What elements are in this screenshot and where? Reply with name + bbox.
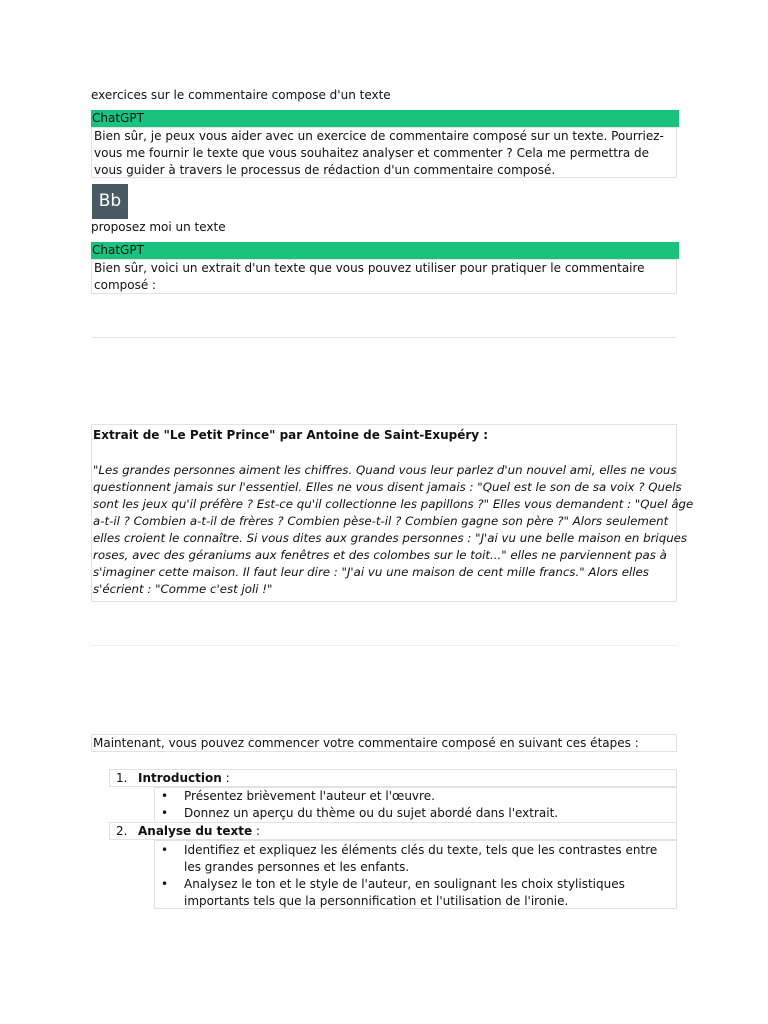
bullet-text: Identifiez et expliquez les éléments clés du texte, tels que les contrastes entre les grandes personnes et les enfants. xyxy=(184,843,658,874)
step-suffix: : xyxy=(221,771,230,785)
list-item xyxy=(155,788,676,805)
bullet-text: Analysez le ton et le style de l'auteur, en soulignant les choix stylistiques importants tels que la personnification et l'utilisation de l'ironie. xyxy=(184,877,625,908)
step-2-bullets xyxy=(154,840,677,909)
extract-block xyxy=(91,424,694,602)
step-1 xyxy=(109,769,677,787)
extract-line: roses, avec des géraniums aux fenêtres et des colombes sur le toit..." elles ne parviennent pas à xyxy=(93,548,667,562)
bullet-icon: • xyxy=(161,789,169,803)
user-message-1: exercices sur le commentaire compose d'un texte xyxy=(91,88,391,102)
bullet-text: Présentez brièvement l'auteur et l'œuvre. xyxy=(184,789,435,803)
divider-1 xyxy=(91,337,677,338)
extract-line: a-t-il ? Combien a-t-il de frères ? Combien pèse-t-il ? Combien gagne son père ?" Alors seulement xyxy=(93,514,669,528)
bullet-icon: • xyxy=(161,806,169,820)
step-suffix: : xyxy=(252,824,260,838)
step-1-bullets xyxy=(154,787,677,823)
assistant-label-2: ChatGPT xyxy=(91,242,679,259)
divider-2 xyxy=(91,645,677,646)
step-number: 2. xyxy=(116,824,128,838)
assistant-label-1: ChatGPT xyxy=(91,110,679,127)
extract-line: elles croient le connaître. Si vous dites aux grandes personnes : "J'ai vu une belle maison en briques xyxy=(93,531,688,545)
step-title-line xyxy=(138,770,230,787)
assistant-message-1: Bien sûr, je peux vous aider avec un exercice de commentaire composé sur un texte. Pourriez-vous me fournir le texte que vous souhaitez analyser et commenter ? Cela me permettra de vous guider à travers le processus de rédaction d'un commentaire composé. xyxy=(91,127,677,178)
extract-quote xyxy=(93,462,693,598)
extract-line: sont les jeux qu'il préfère ? Est-ce qu'il collectionne les papillons ?" Elles vous demandent : "Quel âge xyxy=(93,497,694,511)
bullet-icon: • xyxy=(161,877,169,891)
extract-line: s'imaginer cette maison. Il faut leur dire : "J'ai vu une maison de cent mille francs." Alors elles xyxy=(93,565,649,579)
list-item xyxy=(155,876,676,910)
user-avatar: Bb xyxy=(92,184,128,219)
step-title: Analyse du texte xyxy=(138,824,253,838)
extract-heading: Extrait de "Le Petit Prince" par Antoine de Saint-Exupéry : xyxy=(93,428,489,442)
step-number: 1. xyxy=(116,771,128,785)
step-2 xyxy=(109,822,677,840)
step-title: Introduction xyxy=(138,771,222,785)
list-item xyxy=(155,842,676,876)
bullet-text: Donnez un aperçu du thème ou du sujet abordé dans l'extrait. xyxy=(184,806,559,820)
assistant-message-2: Bien sûr, voici un extrait d'un texte que vous pouvez utiliser pour pratiquer le commentaire composé : xyxy=(91,259,677,294)
user-message-2: proposez moi un texte xyxy=(91,220,226,234)
bullet-icon: • xyxy=(161,843,169,857)
step-title-line xyxy=(138,823,260,840)
extract-line: s'écrient : "Comme c'est joli !" xyxy=(93,582,273,596)
extract-line: questionnent jamais sur l'essentiel. Elles ne vous disent jamais : "Quel est le son de sa voix ? Quels xyxy=(93,480,682,494)
list-item xyxy=(155,805,676,822)
steps-intro: Maintenant, vous pouvez commencer votre commentaire composé en suivant ces étapes : xyxy=(91,734,677,752)
extract-line: "Les grandes personnes aiment les chiffres. Quand vous leur parlez d'un nouvel ami, elles ne vous xyxy=(93,463,677,477)
